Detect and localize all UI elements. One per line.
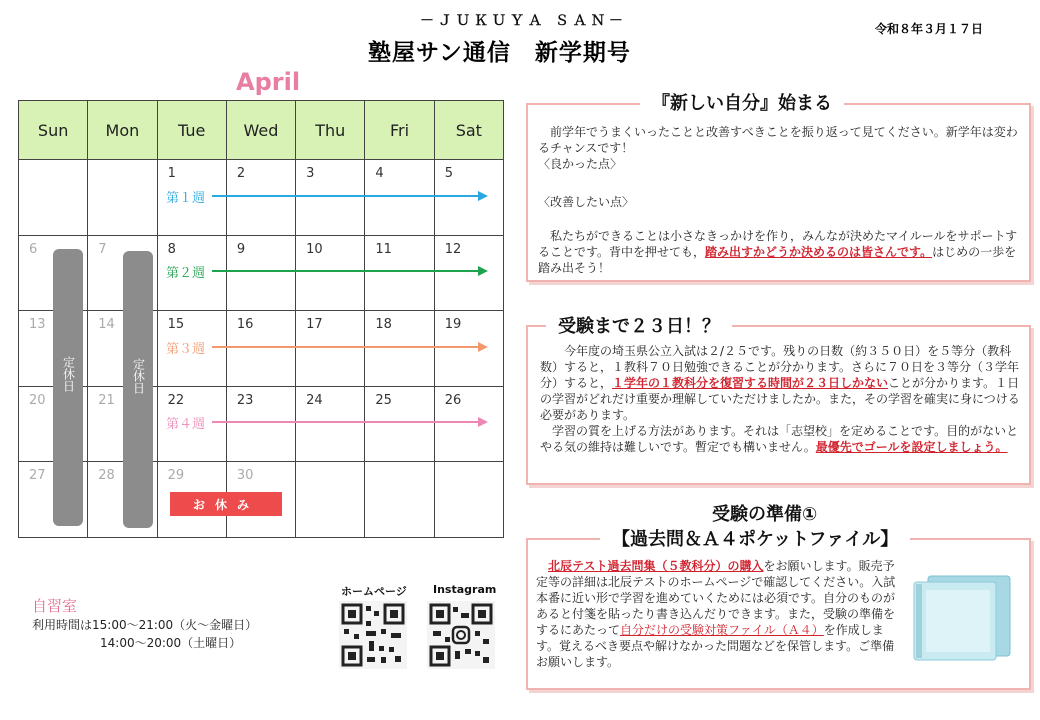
day-number: 19 [444,317,462,333]
day-cell [296,311,365,387]
emphasis-text: １学年の１教科分を復習する時間が２３日しかない [612,376,889,390]
day-cell [226,386,295,462]
day-number: 23 [236,392,254,408]
week-label-2: 第２週 [166,266,206,281]
day-cell [434,160,503,236]
weekday-mon: Mon [88,101,157,160]
week-arrow-2 [212,270,478,272]
day-number: 17 [306,317,323,333]
day-number: 18 [375,317,392,333]
emphasis-text: 踏み出すかどうか決めるのは皆さんです。 [705,245,933,259]
text: 学習の質を上げる方法があります。それは「志望校」を定めることです。目的がないとやる気の維持は難しいです。暫定でも構いません。 [540,424,1019,454]
day-cell [365,386,434,462]
day-number: 10 [306,241,323,257]
weekday-thu: Thu [296,101,365,160]
week-arrow-1 [212,195,478,197]
section-exam-prep-body [536,558,906,670]
day-number: 20 [29,392,46,408]
day-number: 5 [444,166,453,182]
section-exam-countdown-title: 受験まで２３日！？ [546,312,732,338]
issue-date: 令和８年３月１７日 [875,22,984,36]
paragraph [538,228,1020,276]
calendar-month: April [236,68,301,96]
homepage-label: ホームページ [341,585,407,598]
instagram-qr-icon[interactable] [427,601,495,669]
day-cell [296,160,365,236]
studyroom-hours-weekday: 利用時間は15:00～21:00（火～金曜日） [32,618,258,632]
day-number: 15 [167,317,185,333]
day-number: 4 [375,166,384,182]
day-number: 12 [444,241,462,257]
section-new-self-body [538,124,1020,276]
day-cell [365,235,434,311]
calendar [18,100,504,538]
day-number: 24 [306,392,323,408]
arrowhead-icon [478,191,488,201]
arrowhead-icon [478,342,488,352]
day-number: 3 [306,166,315,182]
section-exam-countdown-body [540,343,1022,455]
day-cell [296,386,365,462]
newsletter-title: 塾屋サン通信 新学期号 [368,40,631,66]
day-number: 2 [236,166,246,182]
day-cell [365,160,434,236]
text: 私たちができることは小さなきっかけを作り，みんなが決めたマイルールをサポートすることです。背中を押せても， [538,229,1018,259]
pocket-file-icon [906,574,1018,662]
day-number: 28 [98,468,115,484]
homepage-qr-icon[interactable] [339,601,407,669]
brand-name: －ＪＵＫＵＹＡ ＳＡＮ－ [420,13,627,29]
closed-label-sun [53,356,83,397]
closed-label-text: 定休日 [61,356,76,392]
weekday-sun: Sun [19,101,88,160]
arrowhead-icon [478,266,488,276]
good-points-heading: 〈良かった点〉 [538,157,623,171]
day-cell [434,311,503,387]
emphasis-text: 自分だけの受験対策ファイル（Ａ４） [620,623,824,637]
day-number: 21 [98,392,115,408]
arrowhead-icon [478,417,488,427]
day-cell [434,235,503,311]
day-cell [296,462,365,538]
text: ことが分かります。１日の学習がどれだけ重要か理解していただけましたか。また，その学習を確実に身につける必要があります。 [540,376,1020,422]
section-new-self-title: 『新しい自分』始まる [640,89,844,115]
day-number: 14 [98,317,115,333]
studyroom-title: 自習室 [32,597,78,615]
day-cell [19,160,88,236]
paragraph: 前学年でうまくいったことと改善すべきことを振り返って見てください。新学年は変わるチャンスです！ [538,125,1018,155]
week-label-4: 第４週 [166,417,206,432]
spacer [538,210,1020,228]
week-arrow-3 [212,346,478,348]
text: 今年度の埼玉県公立入試は２/２５です。残りの日数（約３５０日）を５等分（教科数）すると，１教科７０日勉強できることが分かります。さらに７０日を３等分（３学年分）すると， [540,344,1020,390]
text: をお願いします。販売予定等の詳細は北辰テストのホームページで確認してください。入試本番に近い形で学習を進めていくためには必須です。自分のものがあると付箋を貼ったり書き込んだりできます。また，受験の準備をするにあたって [536,559,896,637]
improve-points-heading: 〈改善したい点〉 [538,195,635,209]
day-number: 1 [167,166,176,182]
paragraph [540,343,1022,423]
spacer [538,172,1020,194]
paragraph [540,423,1022,455]
weekday-tue: Tue [157,101,226,160]
text: を作成します。覚えるべき要点や解けなかった問題などを保管します。ご準備お願いします。 [536,623,895,669]
section-exam-prep-subtitle: 【過去問＆Ａ４ポケットファイル】 [600,525,910,551]
day-number: 27 [29,468,46,484]
day-number: 30 [236,468,254,484]
closed-label-text: 定休日 [131,358,146,394]
closed-label-mon [123,358,153,399]
day-number: 13 [29,317,46,333]
day-cell [434,386,503,462]
day-cell [226,160,295,236]
day-number: 25 [375,392,392,408]
day-cell [226,311,295,387]
day-cell [226,235,295,311]
day-cell [88,160,157,236]
day-number: 9 [236,241,246,257]
week-label-3: 第３週 [166,342,206,357]
day-number: 29 [167,468,185,484]
week-arrow-4 [212,421,478,423]
day-number: 22 [167,392,185,408]
day-number: 26 [444,392,462,408]
studyroom-hours-saturday: 14:00～20:00（土曜日） [100,636,242,650]
weekday-wed: Wed [226,101,295,160]
week-label-1: 第１週 [166,191,206,206]
day-number: 11 [375,241,392,257]
day-number: 6 [29,241,38,257]
section-exam-prep-title: 受験の準備① [700,500,829,526]
emphasis-text: 北辰テスト過去問集（５教科分）の購入 [548,559,764,573]
weekday-sat: Sat [434,101,503,160]
day-cell [434,462,503,538]
day-cell [365,311,434,387]
day-number: 16 [236,317,254,333]
text: はじめの一歩を踏み出そう！ [538,245,1017,275]
day-cell [365,462,434,538]
day-cell [296,235,365,311]
day-number: 8 [167,241,176,257]
day-number: 7 [98,241,107,257]
instagram-label: Instagram [433,583,497,596]
holiday-badge: お休み [170,492,282,516]
emphasis-text: 最優先でゴールを設定しましょう。 [815,440,1008,454]
weekday-fri: Fri [365,101,434,160]
